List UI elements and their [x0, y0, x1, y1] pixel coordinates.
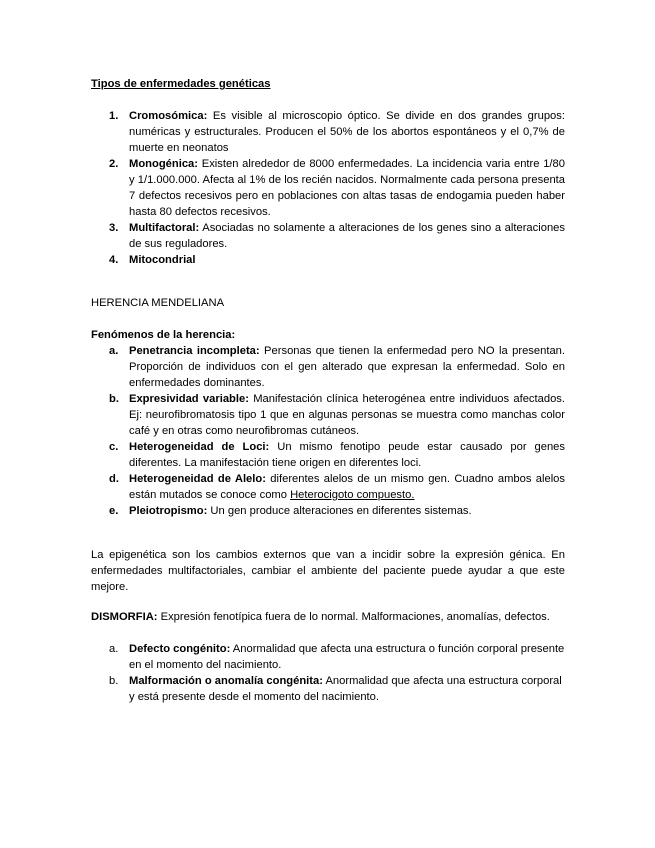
item-text: Manifestación clínica heterogénea entre individuos afectados. Ej: neurofibromatosis tipo 1 que en algunas personas se muestra como manchas color café y en otras como neurofibromas cutáneos.: [129, 393, 565, 437]
item-term: Pleiotropismo:: [129, 505, 208, 517]
item-term: Heterogeneidad de Loci:: [129, 441, 270, 453]
dismorfia-term: DISMORFIA:: [91, 611, 158, 623]
item-term: Multifactoral:: [129, 222, 200, 234]
list-number: 1.: [109, 110, 119, 122]
item-term: Monogénica:: [129, 158, 198, 170]
list-letter: d.: [109, 473, 119, 485]
item-text: Anormalidad que afecta una estructura corporal y está presente desde el momento del nacimiento.: [129, 675, 562, 703]
list-item: [91, 673, 565, 705]
dismorfia-paragraph: [91, 609, 565, 625]
item-term: Expresividad variable:: [129, 393, 249, 405]
list-item: [91, 343, 565, 391]
list-number: 2.: [109, 158, 119, 170]
list-number: 3.: [109, 222, 119, 234]
item-text: Personas que tienen la enfermedad pero NO la presentan. Proporción de individuos con el gen alterado que expresan la enfermedad. Solo en enfermedades dominantes.: [129, 345, 565, 389]
item-term: Defecto congénito:: [129, 643, 231, 655]
item-text: Existen alrededor de 8000 enfermedades. La incidencia varia entre 1/80 y 1/1.000.000. Afecta al 1% de los recién nacidos. Normalmente cada persona presenta 7 defectos recesivos pero en poblaciones con altas tasas de endogamia pueden haber hasta 80 defectos recesivos.: [129, 158, 565, 218]
list-letter: c.: [109, 441, 119, 453]
item-text: Anormalidad que afecta una estructura o función corporal presente en el momento del nacimiento.: [129, 643, 565, 671]
list-item: [91, 503, 565, 519]
item-term: Heterogeneidad de Alelo:: [129, 473, 266, 485]
list-item: [91, 108, 565, 156]
item-term: Cromosómica:: [129, 110, 208, 122]
item-term: Mitocondrial: [129, 254, 196, 266]
subsection-title-fenomenos: Fenómenos de la herencia:: [91, 329, 236, 341]
dismorfia-text: Expresión fenotípica fuera de lo normal. Malformaciones, anomalías, defectos.: [157, 611, 550, 623]
list-item: [91, 471, 565, 503]
list-letter: a.: [109, 643, 119, 655]
item-term: Penetrancia incompleta:: [129, 345, 260, 357]
item-term: Malformación o anomalía congénita:: [129, 675, 323, 687]
list-item: [91, 220, 565, 252]
list-item: [91, 252, 565, 268]
item-text: Es visible al microscopio óptico. Se divide en dos grandes grupos: numéricas y estructurales. Producen el 50% de los abortos espontáneos y el 0,7% de muerte en neonatos: [129, 110, 565, 154]
fenomenos-list: [91, 343, 565, 519]
list-letter: b.: [109, 675, 119, 687]
tipos-list: [91, 108, 565, 268]
section-title-tipos: Tipos de enfermedades genéticas: [91, 78, 271, 90]
list-letter: b.: [109, 393, 119, 405]
section-title-herencia: HERENCIA MENDELIANA: [91, 297, 225, 309]
list-number: 4.: [109, 254, 119, 266]
list-item: [91, 156, 565, 220]
list-letter: e.: [109, 505, 119, 517]
item-text: Un gen produce alteraciones en diferentes sistemas.: [207, 505, 472, 517]
epigenetics-paragraph: La epigenética son los cambios externos que van a incidir sobre la expresión génica. En enfermedades multifactoriales, cambiar el ambiente del paciente puede ayudar a que este mejore.: [91, 549, 565, 593]
item-text: diferentes alelos de un mismo gen. Cuadno ambos alelos están mutados se conoce como: [129, 473, 565, 501]
item-text: Asociadas no solamente a alteraciones de los genes sino a alteraciones de sus reguladores.: [129, 222, 565, 250]
list-letter: a.: [109, 345, 119, 357]
dismorfia-list: [91, 641, 565, 705]
heterocigoto-link[interactable]: Heterocigoto compuesto.: [290, 489, 415, 501]
list-item: [91, 391, 565, 439]
list-item: [91, 439, 565, 471]
list-item: [91, 641, 565, 673]
item-text: Un mismo fenotipo peude estar causado por genes diferentes. La manifestación tiene origen en diferentes loci.: [129, 441, 565, 469]
